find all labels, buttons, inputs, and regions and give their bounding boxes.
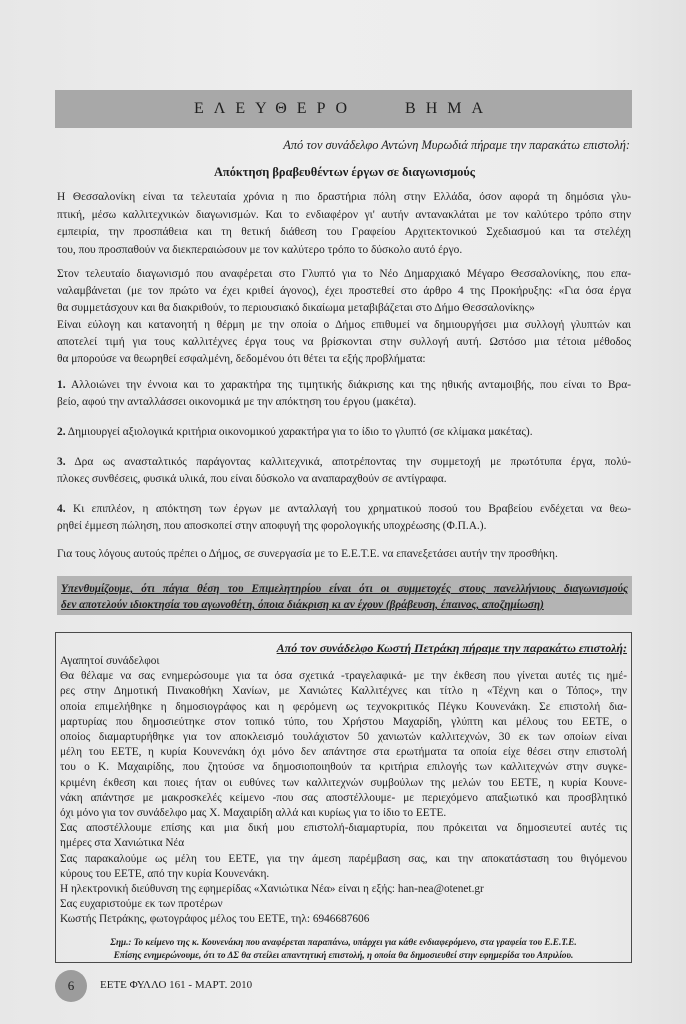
list-item-line: ρηθεί έμμεση πώληση, που αποσκοπεί στην αποφυγή της φορολογικής υποχρέωσης (Φ.Π.Α.). <box>57 520 487 532</box>
letter1-closing <box>57 546 631 563</box>
paragraph-line: ναλαμβάνεται (με τον πρώτο να έχει κριθεί άγονος), έχει προστεθεί στο άρθρο 4 της Προκήρυξης: «Για όσα έργα <box>57 285 631 297</box>
list-item-line <box>57 424 631 441</box>
letter-line: Σας αποστέλλουμε επίσης και μια δική μου επιστολή-διαμαρτυρία, που πρόκειται να δημοσιευτεί αυτές τις <box>60 822 627 835</box>
numbered-item-3 <box>57 454 631 488</box>
letter-line: κριμένη έκθεση και ποιες ήταν οι ευθύνες των καλλιτεχνών συμβούλων της μελών του ΕΕΤΕ, η κυρία Κουνε- <box>60 776 627 789</box>
letter2-box <box>55 632 632 963</box>
letter-signature: Κωστής Πετράκης, φωτογράφος μέλος του ΕΕΤΕ, τηλ: 6946687606 <box>60 913 370 926</box>
item-number: 1. <box>57 379 66 391</box>
notice-line: Υπενθυμίζουμε, ότι πάγια θέση του Επιμελητηρίου είναι ότι οι συμμετοχές στους πανελλήνιους διαγωνισμούς <box>61 583 628 595</box>
letter1-intro: Από τον συνάδελφο Αντώνη Μυρωδιά πήραμε την παρακάτω επιστολή: <box>283 138 630 152</box>
letter-line: Σας ευχαριστούμε εκ των προτέρων <box>60 898 223 911</box>
paragraph-line: του, που προσπαθούν να διεκπεραιώσουν με τον καλύτερο τρόπο το δύσκολο αυτό έργο. <box>57 243 463 256</box>
letter-line: οποίος διαμαρτυρήθηκε για τον αποκλεισμό τουλάχιστον 50 χανιωτών καλλιτεχνών, 30 εκ των οποίων είναι <box>60 731 627 744</box>
list-item-line: βείο, αφού την ανταλλάσσει οικονομικά με την απόκτηση του έργου (μακέτα). <box>57 396 417 408</box>
letter-line: Θα θέλαμε να σας ενημερώσουμε για τα όσα σχετικά -τραγελαφικά- με την έκθεση που γίνεται αυτές τις ημέ- <box>60 670 627 683</box>
paragraph-line: θα συμμετάσχουν και θα διακριθούν, το περιουσιακό δικαίωμα μεταβιβάζεται στο Δήμο Θεσσαλονίκης» <box>57 302 535 314</box>
item-number: 3. <box>57 456 66 468</box>
letter-line: ημέρες στα Χανιώτικα Νέα <box>60 837 185 850</box>
letter2-intro: Από τον συνάδελφο Κωστή Πετράκη πήραμε την παρακάτω επιστολή: <box>276 641 627 655</box>
page-number: 6 <box>67 978 75 993</box>
paragraph-line: εμπειρία, την προσπάθεια και τη θετική διάθεση του Γραφείου Αρχιτεκτονικού Σχεδιασμού και τα στελέχη <box>57 226 631 239</box>
chamber-notice-box <box>57 576 632 615</box>
letter-line: νάκη απάντησε με μακροσκελές κείμενο -που σας αποστέλλουμε- με περιεχόμενο απαξιωτικό και προσβλητικό <box>60 791 627 804</box>
letter-line: του ο Κ. Μαχαιρίδης, που ζητούσε να δημοσιοποιηθούν τα κριτήρια επιλογής των καλλιτεχνών στην συγκε- <box>60 761 627 774</box>
letter-line: κύρους του ΕΕΤΕ, από την κυρία Κουνενάκη. <box>60 867 270 880</box>
letter-line: οποία επιμελήθηκε η δημοσιογράφος και η φερόμενη ως τεχνοκριτικός Πέγκυ Κουνενάκη. Σε επιστολή δια- <box>60 700 627 713</box>
list-item-line <box>57 501 631 518</box>
item-text: Κι επιπλέον, η απόκτηση των έργων με ανταλλαγή του χρηματικού ποσού του Βραβείου ενδέχεται να θεω- <box>72 503 631 515</box>
letter2-notes <box>60 936 627 962</box>
letter-line: ρες στην Δημοτική Πινακοθήκη Χανίων, με Χανιώτες Καλλιτέχνες και τίτλο η «Τέχνη και ο Τόπος», την <box>60 685 627 698</box>
list-item-line <box>57 377 631 394</box>
numbered-item-1 <box>57 377 631 411</box>
letter1-paragraph-1 <box>57 189 631 259</box>
notice-line: δεν αποτελούν ιδιοκτησία του αγωνοθέτη, όποια διάκριση κι αν έχουν (βράβευση, έπαινος, αποζημίωση) <box>61 599 544 611</box>
numbered-item-2 <box>57 424 631 441</box>
letter-line: όχι μόνο για τον συνάδελφο μας Χ. Μαχαιρίδη αλλά και κυρίως για το ίδιο το ΕΕΤΕ. <box>60 807 447 820</box>
paragraph-line: θα μπορούσε να θεωρηθεί εσφαλμένη, δεδομένου ότι θέτει τα εξής προβλήματα: <box>57 353 426 365</box>
letter1-subtitle: Απόκτηση βραβευθέντων έργων σε διαγωνισμούς <box>213 165 476 179</box>
letter-line: Σας παρακαλούμε ως μέλη του ΕΕΤΕ, για την άμεση παρέμβαση σας, και την αποκατάσταση του θιγόμενου <box>60 852 627 865</box>
paragraph-line: Είναι εύλογη και κατανοητή η θέρμη με την οποία ο Δήμος επιθυμεί να δημιουργήσει μια συλλογή γλυπτών και <box>57 319 631 331</box>
notice-text <box>61 581 628 613</box>
paragraph-line: Η Θεσσαλονίκη είναι τα τελευταία χρόνια η πιο δραστήρια πόλη στην Ελλάδα, όσον αφορά τη δημόσια γλυ- <box>57 191 631 203</box>
letter-email-line: Η ηλεκτρονική διεύθυνση της εφημερίδας «Χανιώτικα Νέα» είναι η εξής: han-nea@otenet.gr <box>60 883 484 896</box>
letter-line: Αγαπητοί συνάδελφοι <box>60 655 160 667</box>
letter-line: μέλη του ΕΕΤΕ, η κυρία Κουνενάκη όχι μόνο δεν απάντησε στα ερωτήματα τα οποία είχε θέσει στην επιστολή <box>60 746 627 759</box>
paragraph-line: Για τους λόγους αυτούς πρέπει ο Δήμος, σε συνεργασία με το Ε.Ε.Τ.Ε. να επανεξετάσει αυτήν την προσθήκη. <box>57 548 558 560</box>
note-line: Επίσης ενημερώνουμε, ότι το ΔΣ θα στείλει απαντητική επιστολή, η οποία θα δημοσιευθεί στην εφημερίδα του Απριλίου. <box>113 950 574 960</box>
letter-line: μαρτυρίας που δημοσιεύτηκε στον τοπικό τύπο, του Χρήστου Μαχαρίδη, γλύπτη και μέλους του ΕΕΤΕ, ο <box>60 715 627 728</box>
list-item-line: πλοκες συνθέσεις, φυσικά υλικά, που είναι δύσκολο να αναπαραχθούν σε αντίγραφα. <box>57 473 447 485</box>
paragraph-line: αποτελεί τιμή για τους καλλιτέχνες έργα τους να βρίσκονται στην συλλογή αυτή. Ωστόσο μια τέτοια μέθοδος <box>57 336 631 348</box>
footer-issue-info: ΕΕΤΕ ΦΥΛΛΟ 161 - ΜΑΡΤ. 2010 <box>100 979 253 991</box>
item-text: Δημιουργεί αξιολογικά κριτήρια οικονομικού χαρακτήρα για το ίδιο το γλυπτό (σε κλίμακα μακέτας). <box>67 426 533 438</box>
letter1-paragraph-2 <box>57 266 631 368</box>
list-item-line <box>57 454 631 471</box>
paragraph-line: πτική, μέσω καλλιτεχνικών διαγωνισμών. Και το ενδιαφέρον γι' αυτήν αντανακλάται με τον καλύτερο τρόπο στην <box>57 208 631 221</box>
item-number: 2. <box>57 426 66 438</box>
item-text: Δρα ως ανασταλτικός παράγοντας καλλιτεχνικά, αποτρέποντας την συμμετοχή με πρωτότυπα έργα, πολύ- <box>74 456 631 468</box>
numbered-item-4 <box>57 501 631 535</box>
section-header-bar <box>55 90 632 128</box>
paragraph-line: Στον τελευταίο διαγωνισμό που αναφέρεται στο Γλυπτό για το Νέο Δημαρχιακό Μέγαρο Θεσσαλονίκης, που επα- <box>57 268 631 280</box>
note-line: Σημ.: Το κείμενο της κ. Κουνενάκη που αναφέρεται παραπάνω, υπάρχει για κάθε ενδιαφερόμενο, στα γραφεία του Ε.Ε.Τ.Ε. <box>110 937 577 947</box>
page-number-badge <box>55 970 87 1002</box>
item-number: 4. <box>57 503 66 515</box>
item-text: Αλλοιώνει την έννοια και το χαρακτήρα της τιμητικής διάκρισης και της ηθικής ανταμοιβής, που είναι το Βρα- <box>71 379 631 391</box>
letter2-body <box>60 654 627 928</box>
section-title: ΕΛΕΥΘΕΡΟ ΒΗΜΑ <box>193 100 494 117</box>
